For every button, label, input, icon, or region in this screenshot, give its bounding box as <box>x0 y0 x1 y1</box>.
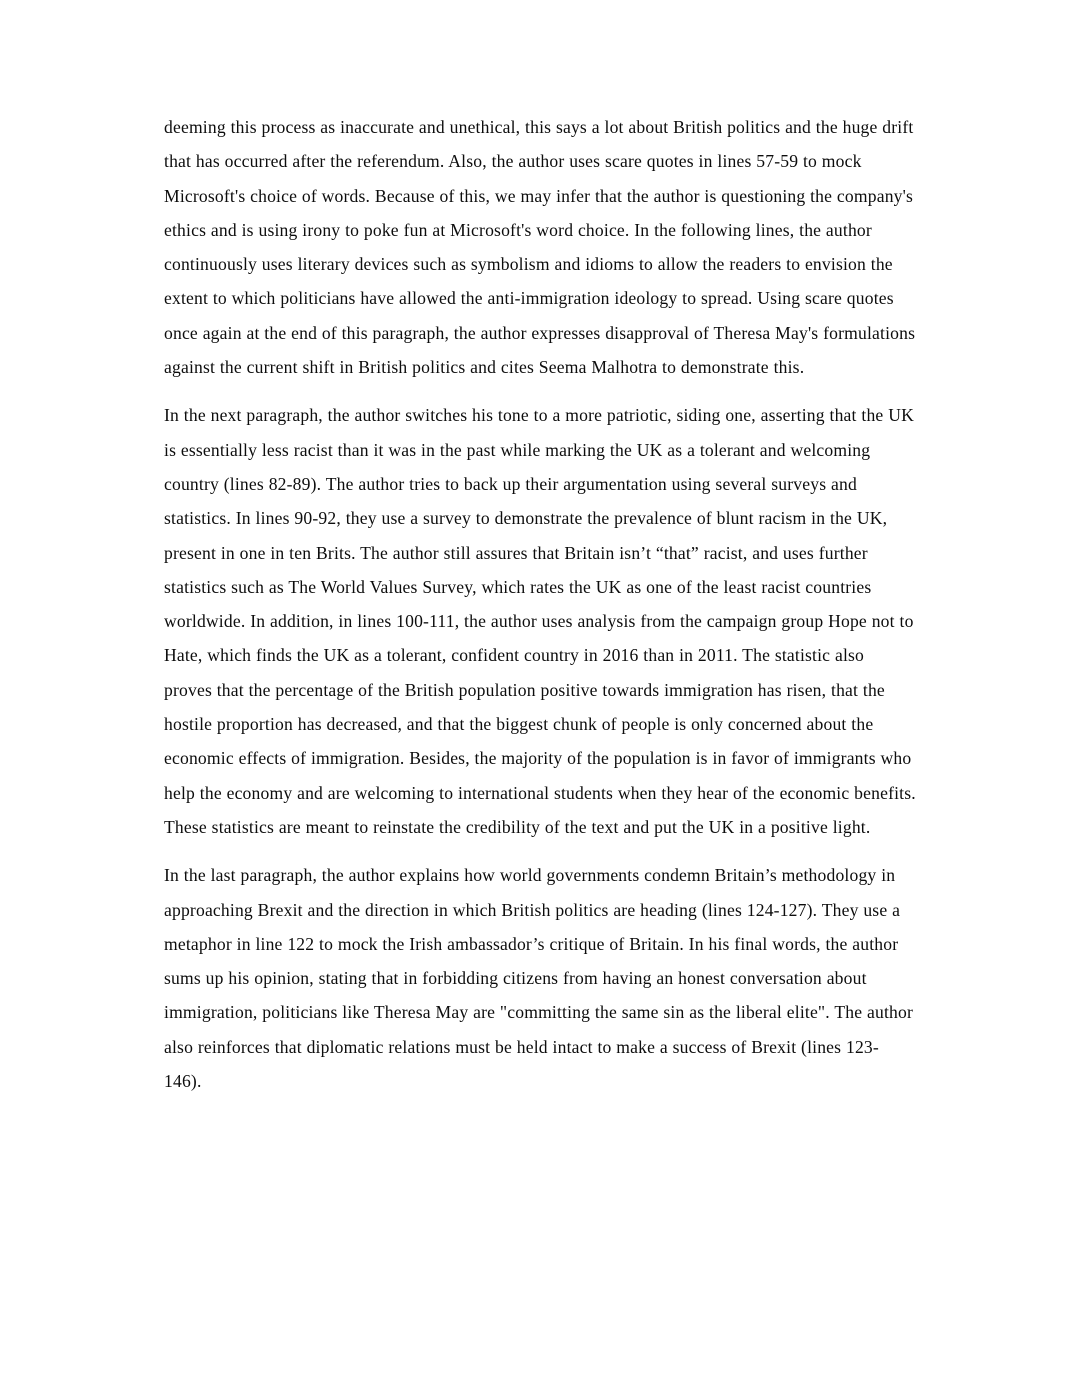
body-paragraph-1: deeming this process as inaccurate and unethical, this says a lot about British politics and the huge drift that has occurred after the referendum. Also, the author uses scare quotes in lines 57-59 to mock Microsoft's choice of words. Because of this, we may infer that the author is questioning the company's ethics and is using irony to poke fun at Microsoft's word choice. In the following lines, the author continuously uses literary devices such as symbolism and idioms to allow the readers to envision the extent to which politicians have allowed the anti-immigration ideology to spread. Using scare quotes once again at the end of this paragraph, the author expresses disapproval of Theresa May's formulations against the current shift in British politics and cites Seema Malhotra to demonstrate this. <box>164 117 916 378</box>
body-paragraph-3: In the last paragraph, the author explains how world governments condemn Britain’s methodology in approaching Brexit and the direction in which British politics are heading (lines 124-127). They use a metaphor in line 122 to mock the Irish ambassador’s critique of Britain. In his final words, the author sums up his opinion, stating that in forbidding citizens from having an honest conversation about immigration, politicians like Theresa May are "committing the same sin as the liberal elite". The author also reinforces that diplomatic relations must be held intact to make a success of Brexit (lines 123-146). <box>164 865 914 1092</box>
document-text-column <box>164 110 916 1098</box>
body-paragraph-2: In the next paragraph, the author switches his tone to a more patriotic, siding one, asserting that the UK is essentially less racist than it was in the past while marking the UK as a tolerant and welcoming country (lines 82-89). The author tries to back up their argumentation using several surveys and statistics. In lines 90-92, they use a survey to demonstrate the prevalence of blunt racism in the UK, present in one in ten Brits. The author still assures that Britain isn’t “that” racist, and uses further statistics such as The World Values Survey, which rates the UK as one of the least racist countries worldwide. In addition, in lines 100-111, the author uses analysis from the campaign group Hope not to Hate, which finds the UK as a tolerant, confident country in 2016 than in 2011. The statistic also proves that the percentage of the British population positive towards immigration has risen, that the hostile proportion has decreased, and that the biggest chunk of people is only concerned about the economic effects of immigration. Besides, the majority of the population is in favor of immigrants who help the economy and are welcoming to international students when they hear of the economic benefits. These statistics are meant to reinstate the credibility of the text and put the UK in a positive light. <box>164 405 916 837</box>
